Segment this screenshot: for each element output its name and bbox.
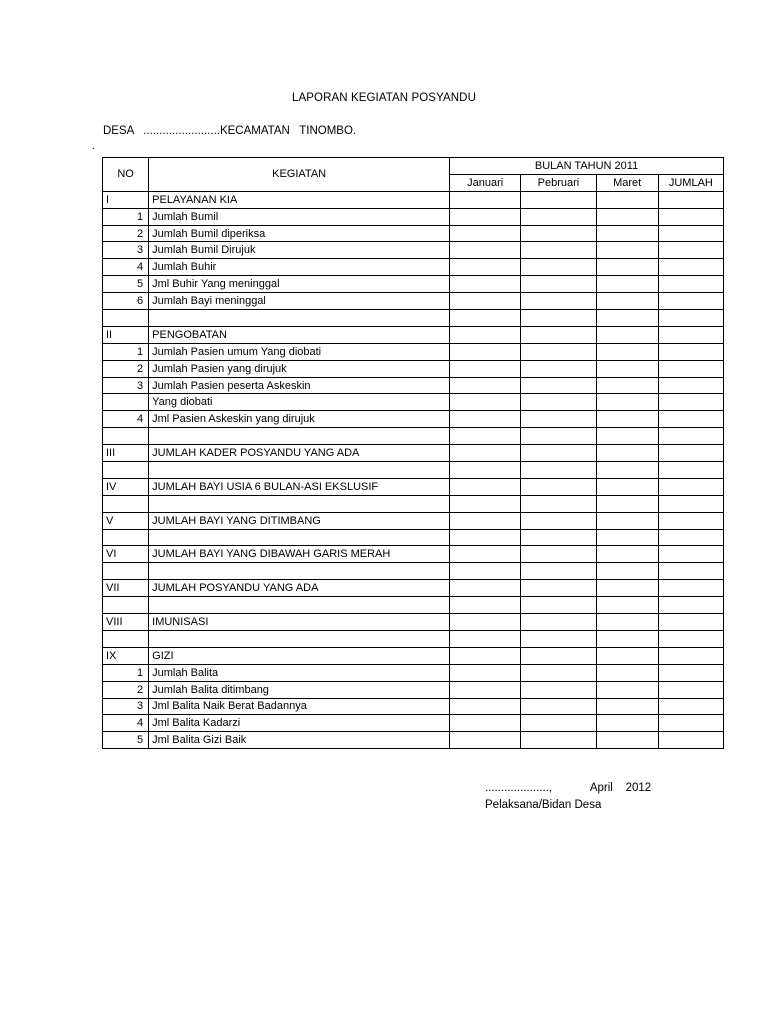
- table-row: [103, 529, 724, 546]
- cell-januari: [450, 478, 521, 495]
- table-row: [103, 478, 724, 495]
- cell-pebruari: [521, 715, 596, 732]
- table-row: [103, 715, 724, 732]
- cell-januari: [450, 293, 521, 310]
- header-pebruari: Pebruari: [521, 174, 596, 191]
- cell-pebruari: [521, 191, 596, 208]
- cell-januari: [450, 698, 521, 715]
- cell-jumlah: [658, 495, 723, 512]
- cell-januari: [450, 715, 521, 732]
- cell-pebruari: [521, 208, 596, 225]
- cell-januari: [450, 360, 521, 377]
- row-number: [103, 597, 149, 614]
- cell-maret: [596, 563, 658, 580]
- cell-januari: [450, 242, 521, 259]
- row-kegiatan: Jml Balita Kadarzi: [149, 715, 450, 732]
- table-row: [103, 259, 724, 276]
- table-row: [103, 563, 724, 580]
- cell-maret: [596, 664, 658, 681]
- cell-jumlah: [658, 462, 723, 479]
- cell-pebruari: [521, 546, 596, 563]
- cell-maret: [596, 462, 658, 479]
- cell-maret: [596, 191, 658, 208]
- table-row: [103, 394, 724, 411]
- row-number: 3: [103, 242, 149, 259]
- row-number: IV: [103, 478, 149, 495]
- cell-pebruari: [521, 614, 596, 631]
- cell-jumlah: [658, 597, 723, 614]
- cell-januari: [450, 614, 521, 631]
- row-kegiatan: [149, 428, 450, 445]
- cell-pebruari: [521, 664, 596, 681]
- table-row: [103, 343, 724, 360]
- kecamatan-value: TINOMBO.: [299, 125, 357, 137]
- cell-maret: [596, 276, 658, 293]
- header-jumlah: JUMLAH: [658, 174, 723, 191]
- cell-pebruari: [521, 394, 596, 411]
- table-row: [103, 732, 724, 749]
- row-number: 4: [103, 259, 149, 276]
- table-row: [103, 411, 724, 428]
- row-number: 4: [103, 715, 149, 732]
- cell-maret: [596, 225, 658, 242]
- cell-jumlah: [658, 242, 723, 259]
- cell-jumlah: [658, 276, 723, 293]
- cell-maret: [596, 293, 658, 310]
- cell-jumlah: [658, 326, 723, 343]
- table-row: [103, 276, 724, 293]
- cell-jumlah: [658, 225, 723, 242]
- cell-januari: [450, 681, 521, 698]
- row-kegiatan: [149, 597, 450, 614]
- cell-januari: [450, 411, 521, 428]
- cell-pebruari: [521, 563, 596, 580]
- header-januari: Januari: [450, 174, 521, 191]
- signature-date-line: [485, 782, 651, 794]
- cell-januari: [450, 208, 521, 225]
- cell-pebruari: [521, 377, 596, 394]
- cell-jumlah: [658, 614, 723, 631]
- row-number: 5: [103, 732, 149, 749]
- cell-januari: [450, 546, 521, 563]
- cell-maret: [596, 681, 658, 698]
- cell-maret: [596, 614, 658, 631]
- cell-jumlah: [658, 428, 723, 445]
- cell-pebruari: [521, 225, 596, 242]
- table-row: [103, 495, 724, 512]
- desa-label: DESA: [103, 125, 134, 137]
- row-kegiatan: [149, 495, 450, 512]
- cell-jumlah: [658, 191, 723, 208]
- cell-maret: [596, 698, 658, 715]
- row-number: [103, 462, 149, 479]
- cell-jumlah: [658, 293, 723, 310]
- table-row: [103, 647, 724, 664]
- header-no: NO: [103, 158, 149, 192]
- row-number: 5: [103, 276, 149, 293]
- desa-value: ........................KECAMATAN: [143, 125, 290, 137]
- row-kegiatan: [149, 630, 450, 647]
- cell-jumlah: [658, 478, 723, 495]
- cell-januari: [450, 394, 521, 411]
- table-row: [103, 681, 724, 698]
- row-number: IX: [103, 647, 149, 664]
- report-body: [103, 191, 724, 748]
- cell-januari: [450, 529, 521, 546]
- cell-maret: [596, 377, 658, 394]
- row-number: 2: [103, 225, 149, 242]
- cell-jumlah: [658, 732, 723, 749]
- row-number: 2: [103, 360, 149, 377]
- row-kegiatan: Jumlah Bayi meninggal: [149, 293, 450, 310]
- cell-jumlah: [658, 715, 723, 732]
- cell-maret: [596, 310, 658, 327]
- report-table: [102, 157, 724, 749]
- table-row: [103, 225, 724, 242]
- table-row: [103, 445, 724, 462]
- cell-jumlah: [658, 259, 723, 276]
- row-kegiatan: JUMLAH POSYANDU YANG ADA: [149, 580, 450, 597]
- cell-pebruari: [521, 698, 596, 715]
- row-number: 2: [103, 681, 149, 698]
- row-kegiatan: Jumlah Bumil Dirujuk: [149, 242, 450, 259]
- cell-januari: [450, 343, 521, 360]
- row-number: 1: [103, 208, 149, 225]
- cell-maret: [596, 715, 658, 732]
- signature-place: ....................,: [485, 782, 553, 794]
- cell-pebruari: [521, 529, 596, 546]
- cell-jumlah: [658, 445, 723, 462]
- cell-jumlah: [658, 681, 723, 698]
- header-bulan-tahun: BULAN TAHUN 2011: [450, 158, 724, 175]
- cell-pebruari: [521, 360, 596, 377]
- cell-pebruari: [521, 343, 596, 360]
- table-row: [103, 664, 724, 681]
- cell-pebruari: [521, 681, 596, 698]
- cell-jumlah: [658, 360, 723, 377]
- row-number: I: [103, 191, 149, 208]
- cell-maret: [596, 445, 658, 462]
- row-number: [103, 310, 149, 327]
- cell-maret: [596, 647, 658, 664]
- cell-januari: [450, 597, 521, 614]
- row-number: [103, 394, 149, 411]
- cell-januari: [450, 428, 521, 445]
- row-kegiatan: JUMLAH BAYI USIA 6 BULAN-ASI EKSLUSIF: [149, 478, 450, 495]
- row-kegiatan: JUMLAH BAYI YANG DIBAWAH GARIS MERAH: [149, 546, 450, 563]
- cell-maret: [596, 580, 658, 597]
- row-kegiatan: Jumlah Pasien peserta Askeskin: [149, 377, 450, 394]
- row-kegiatan: [149, 563, 450, 580]
- cell-maret: [596, 360, 658, 377]
- cell-pebruari: [521, 242, 596, 259]
- signature-role: Pelaksana/Bidan Desa: [485, 799, 602, 811]
- cell-pebruari: [521, 597, 596, 614]
- cell-januari: [450, 563, 521, 580]
- cell-pebruari: [521, 411, 596, 428]
- cell-januari: [450, 225, 521, 242]
- row-kegiatan: [149, 310, 450, 327]
- row-number: 6: [103, 293, 149, 310]
- table-row: [103, 630, 724, 647]
- table-row: [103, 546, 724, 563]
- cell-jumlah: [658, 208, 723, 225]
- cell-maret: [596, 529, 658, 546]
- row-kegiatan: Jumlah Pasien umum Yang diobati: [149, 343, 450, 360]
- row-kegiatan: Jml Balita Gizi Baik: [149, 732, 450, 749]
- cell-jumlah: [658, 546, 723, 563]
- row-kegiatan: PENGOBATAN: [149, 326, 450, 343]
- row-kegiatan: Jml Pasien Askeskin yang dirujuk: [149, 411, 450, 428]
- cell-jumlah: [658, 630, 723, 647]
- row-number: V: [103, 512, 149, 529]
- table-row: [103, 512, 724, 529]
- cell-januari: [450, 495, 521, 512]
- row-number: VI: [103, 546, 149, 563]
- cell-jumlah: [658, 664, 723, 681]
- table-row: [103, 326, 724, 343]
- signature-year: 2012: [625, 782, 652, 794]
- row-number: [103, 495, 149, 512]
- cell-jumlah: [658, 394, 723, 411]
- row-kegiatan: Jumlah Balita ditimbang: [149, 681, 450, 698]
- cell-januari: [450, 259, 521, 276]
- cell-pebruari: [521, 732, 596, 749]
- row-kegiatan: Jml Balita Naik Berat Badannya: [149, 698, 450, 715]
- header-maret: Maret: [596, 174, 658, 191]
- cell-pebruari: [521, 293, 596, 310]
- cell-jumlah: [658, 529, 723, 546]
- table-row: [103, 580, 724, 597]
- cell-maret: [596, 546, 658, 563]
- table-row: [103, 191, 724, 208]
- table-row: [103, 597, 724, 614]
- cell-pebruari: [521, 478, 596, 495]
- header-kegiatan: KEGIATAN: [149, 158, 450, 192]
- cell-pebruari: [521, 310, 596, 327]
- cell-jumlah: [658, 698, 723, 715]
- cell-pebruari: [521, 580, 596, 597]
- row-kegiatan: Jumlah Buhir: [149, 259, 450, 276]
- cell-pebruari: [521, 462, 596, 479]
- cell-januari: [450, 647, 521, 664]
- cell-maret: [596, 242, 658, 259]
- row-number: VII: [103, 580, 149, 597]
- cell-januari: [450, 462, 521, 479]
- cell-pebruari: [521, 647, 596, 664]
- cell-jumlah: [658, 647, 723, 664]
- cell-maret: [596, 394, 658, 411]
- row-kegiatan: Jumlah Bumil: [149, 208, 450, 225]
- cell-maret: [596, 597, 658, 614]
- cell-maret: [596, 495, 658, 512]
- row-number: [103, 529, 149, 546]
- cell-maret: [596, 326, 658, 343]
- cell-maret: [596, 732, 658, 749]
- cell-pebruari: [521, 495, 596, 512]
- row-number: 1: [103, 343, 149, 360]
- cell-maret: [596, 478, 658, 495]
- row-number: III: [103, 445, 149, 462]
- cell-januari: [450, 326, 521, 343]
- table-row: [103, 293, 724, 310]
- row-kegiatan: JUMLAH KADER POSYANDU YANG ADA: [149, 445, 450, 462]
- row-kegiatan: Jumlah Pasien yang dirujuk: [149, 360, 450, 377]
- cell-pebruari: [521, 326, 596, 343]
- row-number: VIII: [103, 614, 149, 631]
- cell-jumlah: [658, 580, 723, 597]
- row-number: II: [103, 326, 149, 343]
- row-kegiatan: Jumlah Bumil diperiksa: [149, 225, 450, 242]
- row-number: [103, 630, 149, 647]
- row-kegiatan: Yang diobati: [149, 394, 450, 411]
- cell-januari: [450, 276, 521, 293]
- cell-pebruari: [521, 276, 596, 293]
- row-kegiatan: JUMLAH BAYI YANG DITIMBANG: [149, 512, 450, 529]
- cell-jumlah: [658, 512, 723, 529]
- cell-januari: [450, 310, 521, 327]
- cell-pebruari: [521, 630, 596, 647]
- row-number: 1: [103, 664, 149, 681]
- cell-maret: [596, 512, 658, 529]
- table-row: [103, 377, 724, 394]
- desa-kecamatan-line: [103, 125, 356, 137]
- cell-maret: [596, 428, 658, 445]
- table-row: [103, 462, 724, 479]
- cell-pebruari: [521, 445, 596, 462]
- row-kegiatan: [149, 529, 450, 546]
- table-row: [103, 428, 724, 445]
- cell-maret: [596, 208, 658, 225]
- cell-pebruari: [521, 428, 596, 445]
- cell-jumlah: [658, 377, 723, 394]
- row-number: 3: [103, 698, 149, 715]
- cell-januari: [450, 630, 521, 647]
- row-number: 4: [103, 411, 149, 428]
- row-kegiatan: GIZI: [149, 647, 450, 664]
- table-row: [103, 614, 724, 631]
- row-kegiatan: [149, 462, 450, 479]
- row-kegiatan: Jumlah Balita: [149, 664, 450, 681]
- row-number: [103, 563, 149, 580]
- cell-maret: [596, 343, 658, 360]
- cell-januari: [450, 512, 521, 529]
- row-kegiatan: PELAYANAN KIA: [149, 191, 450, 208]
- row-number: 3: [103, 377, 149, 394]
- cell-jumlah: [658, 343, 723, 360]
- cell-jumlah: [658, 563, 723, 580]
- row-kegiatan: Jml Buhir Yang meninggal: [149, 276, 450, 293]
- table-row: [103, 360, 724, 377]
- cell-januari: [450, 191, 521, 208]
- cell-maret: [596, 630, 658, 647]
- row-kegiatan: IMUNISASI: [149, 614, 450, 631]
- row-number: [103, 428, 149, 445]
- table-row: [103, 310, 724, 327]
- cell-jumlah: [658, 310, 723, 327]
- signature-month: April: [589, 782, 613, 794]
- cell-januari: [450, 664, 521, 681]
- stray-mark: .: [92, 141, 95, 152]
- table-row: [103, 208, 724, 225]
- cell-januari: [450, 377, 521, 394]
- table-row: [103, 698, 724, 715]
- cell-jumlah: [658, 411, 723, 428]
- cell-januari: [450, 732, 521, 749]
- report-title: LAPORAN KEGIATAN POSYANDU: [292, 92, 476, 104]
- cell-maret: [596, 411, 658, 428]
- cell-januari: [450, 445, 521, 462]
- cell-januari: [450, 580, 521, 597]
- cell-maret: [596, 259, 658, 276]
- table-row: [103, 242, 724, 259]
- cell-pebruari: [521, 512, 596, 529]
- cell-pebruari: [521, 259, 596, 276]
